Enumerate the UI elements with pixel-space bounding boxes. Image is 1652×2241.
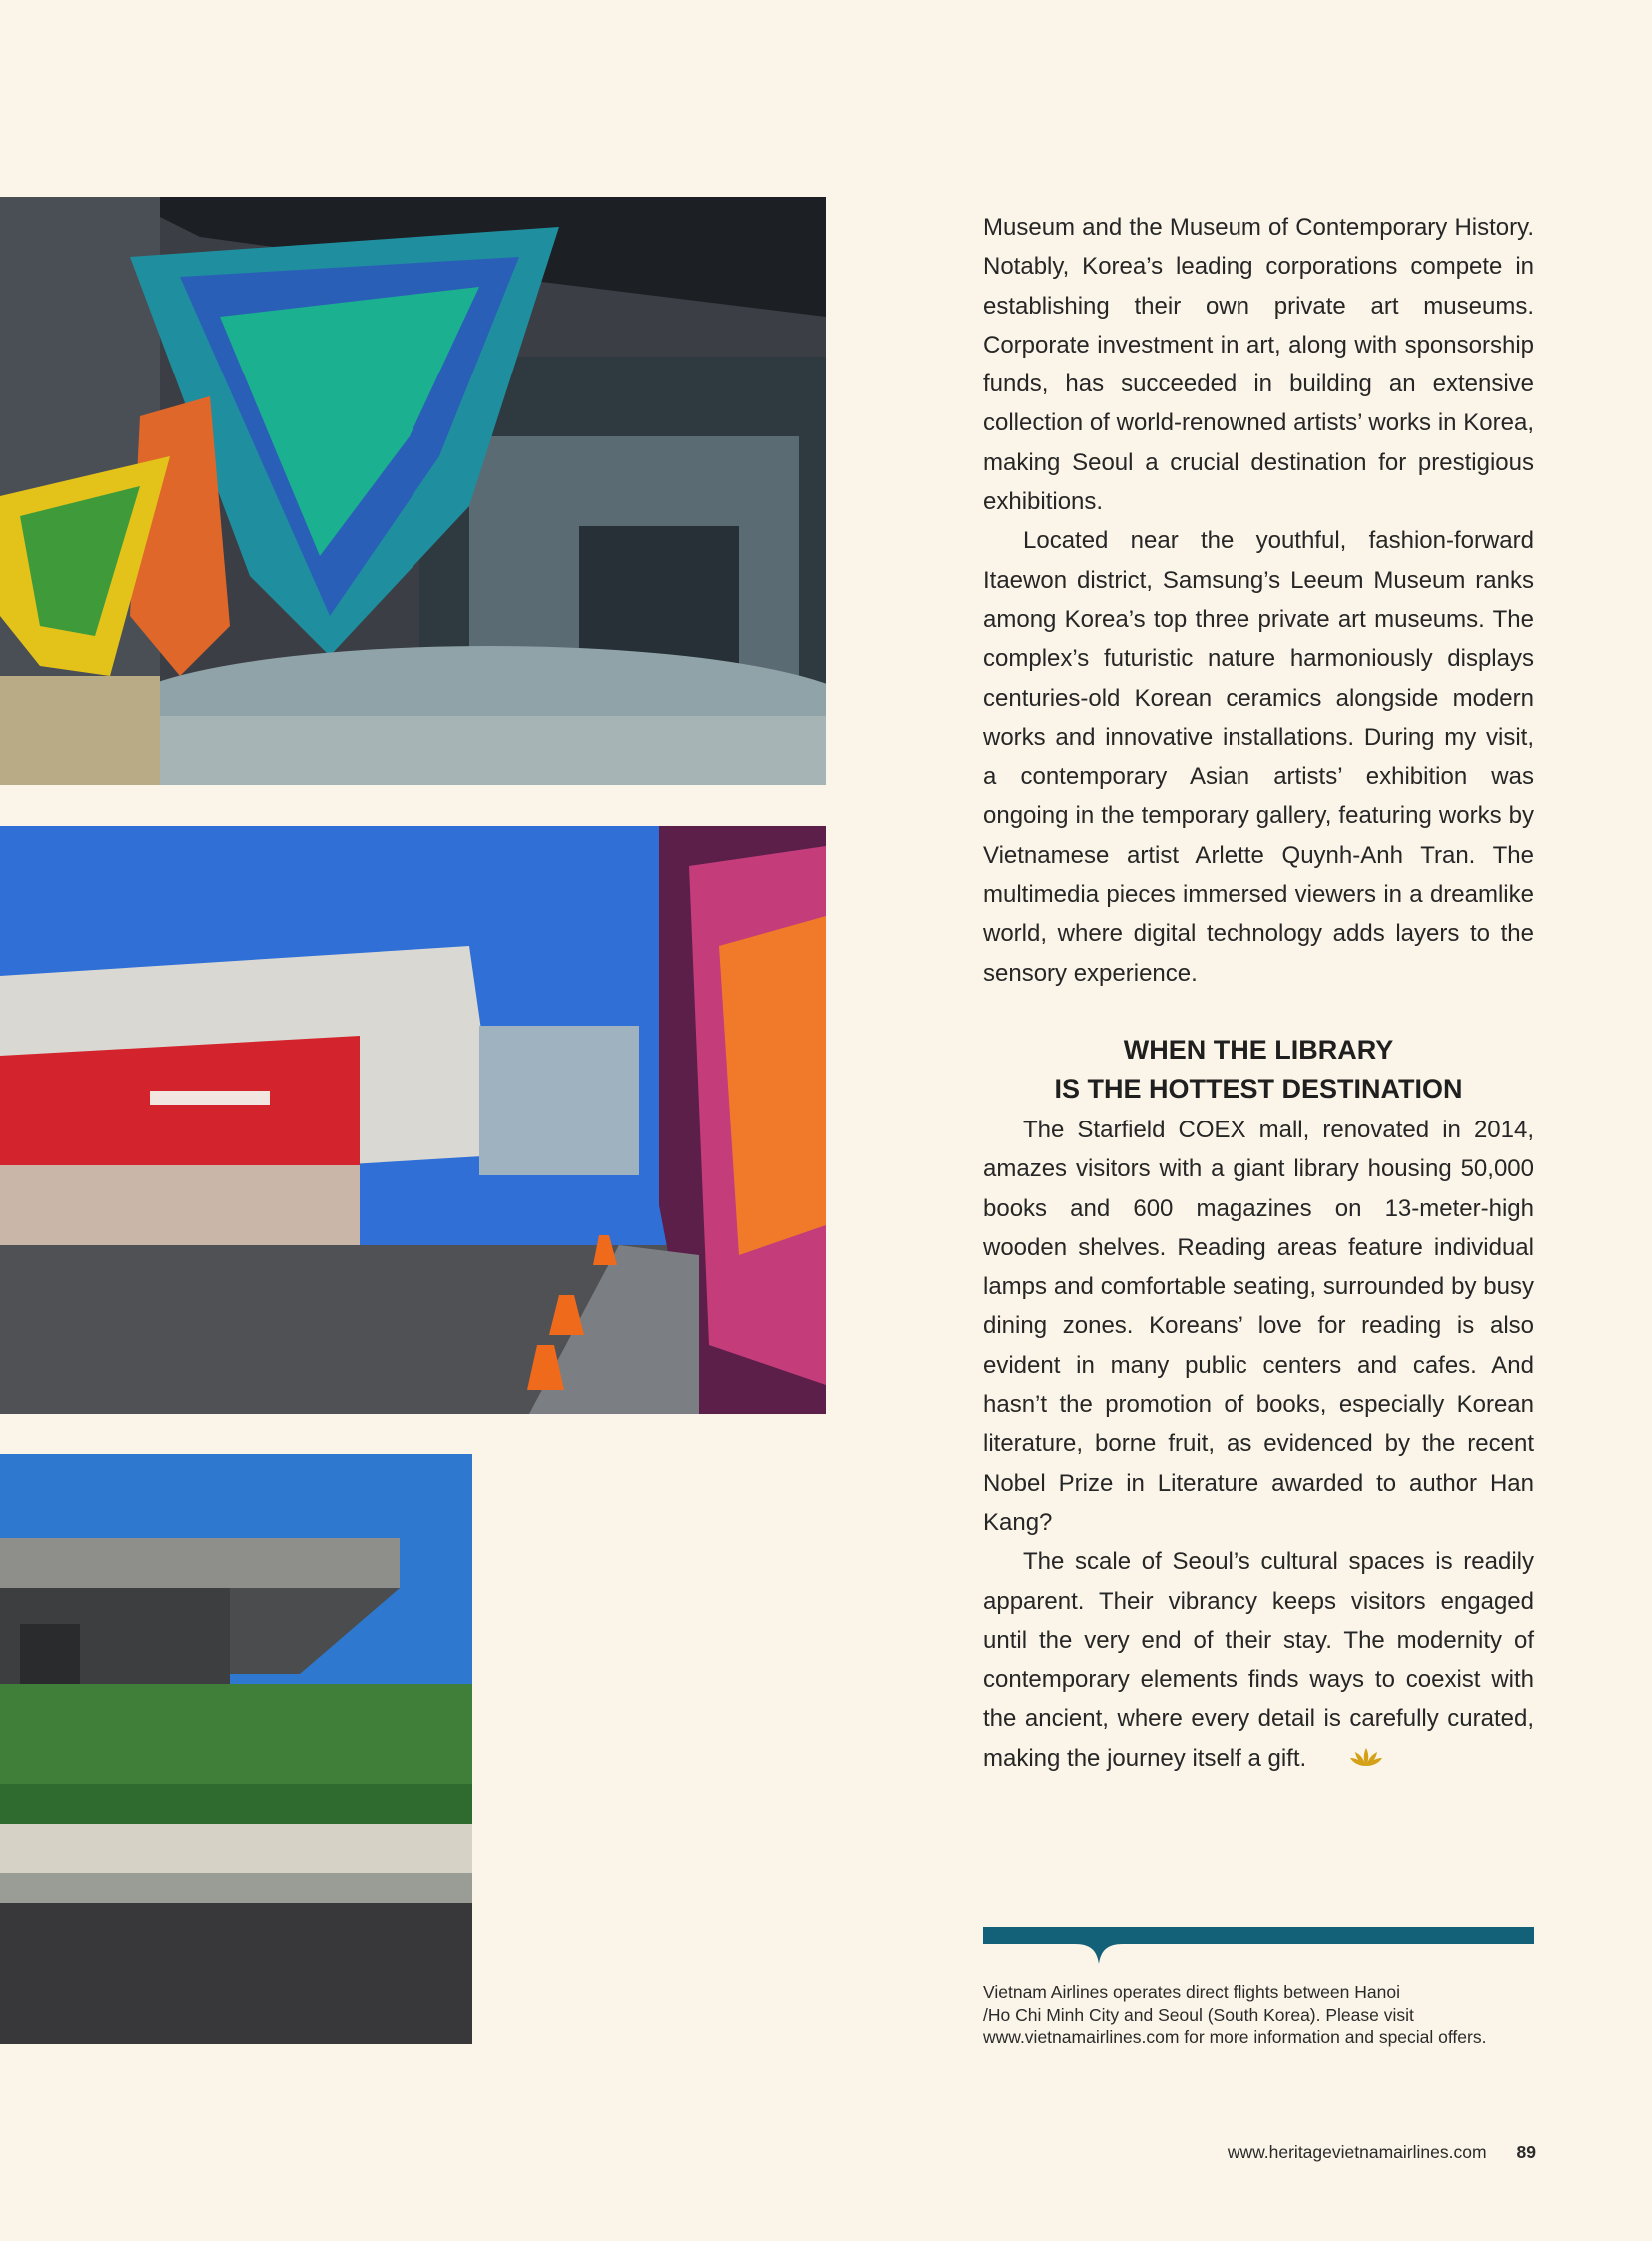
article-paragraph [983,1542,1534,1778]
concrete-building-photo [0,1454,472,2044]
flight-info-note [983,1981,1542,2049]
flight-info-line: www.vietnamairlines.com for more information and special offers. [983,2027,1487,2047]
section-heading-line: WHEN THE LIBRARY [1123,1034,1394,1065]
footer-url: www.heritagevietnamairlines.com [1227,2142,1487,2162]
street-red-building-photo [0,826,826,1414]
page-footer [1228,2142,1536,2163]
section-heading-line: IS THE HOTTEST DESTINATION [1054,1073,1463,1104]
lotus-end-icon [1310,1741,1342,1763]
article-paragraph: Located near the youthful, fashion-forward Itaewon district, Samsung’s Leeum Museum ranks among Korea’s top three private art museums. The complex’s futuristic nature harmoniously displays centuries-old Korean ceramics alongside modern works and innovative installations. During my visit, a contemporary Asian artists’ exhibition was ongoing in the temporary gallery, featuring works by Vietnamese artist Arlette Quynh-Anh Tran. The multimedia pieces immersed viewers in a dreamlike world, where digital technology adds layers to the sensory experience. [983,527,1534,987]
article-paragraph: The Starfield COEX mall, renovated in 2014, amazes visitors with a giant library housing 50,000 books and 600 magazines on 13-meter-high wooden shelves. Reading areas feature individual lamps and comfortable seating, surrounded by busy dining zones. Koreans’ love for reading is also evident in many public centers and cafes. And hasn’t the promotion of books, especially Korean literature, borne fruit, as evidenced by the recent Nobel Prize in Literature awarded to author Han Kang? [983,1116,1534,1536]
section-heading [983,1031,1534,1109]
article-paragraph-text: The scale of Seoul’s cultural spaces is readily apparent. Their vibrancy keeps visitors engaged until the very end of their stay. The modernity of contemporary elements finds ways to coexist with the ancient, where every detail is carefully curated, making the journey itself a gift. [983,1548,1534,1772]
open-book-divider-icon [983,1924,1534,1966]
page-number: 89 [1516,2142,1536,2162]
article-paragraph: Museum and the Museum of Contemporary History. Notably, Korea’s leading corporations compete in establishing their own private art museums. Corporate investment in art, along with sponsorship funds, has succeeded in building an extensive collection of world-renowned artists’ works in Korea, making Seoul a crucial destination for prestigious exhibitions. [983,214,1534,516]
article-body [983,208,1534,1778]
sculpture-museum-photo [0,197,826,785]
flight-info-line: Vietnam Airlines operates direct flights between Hanoi [983,1982,1400,2002]
flight-info-line: /Ho Chi Minh City and Seoul (South Korea). Please visit [983,2004,1414,2025]
